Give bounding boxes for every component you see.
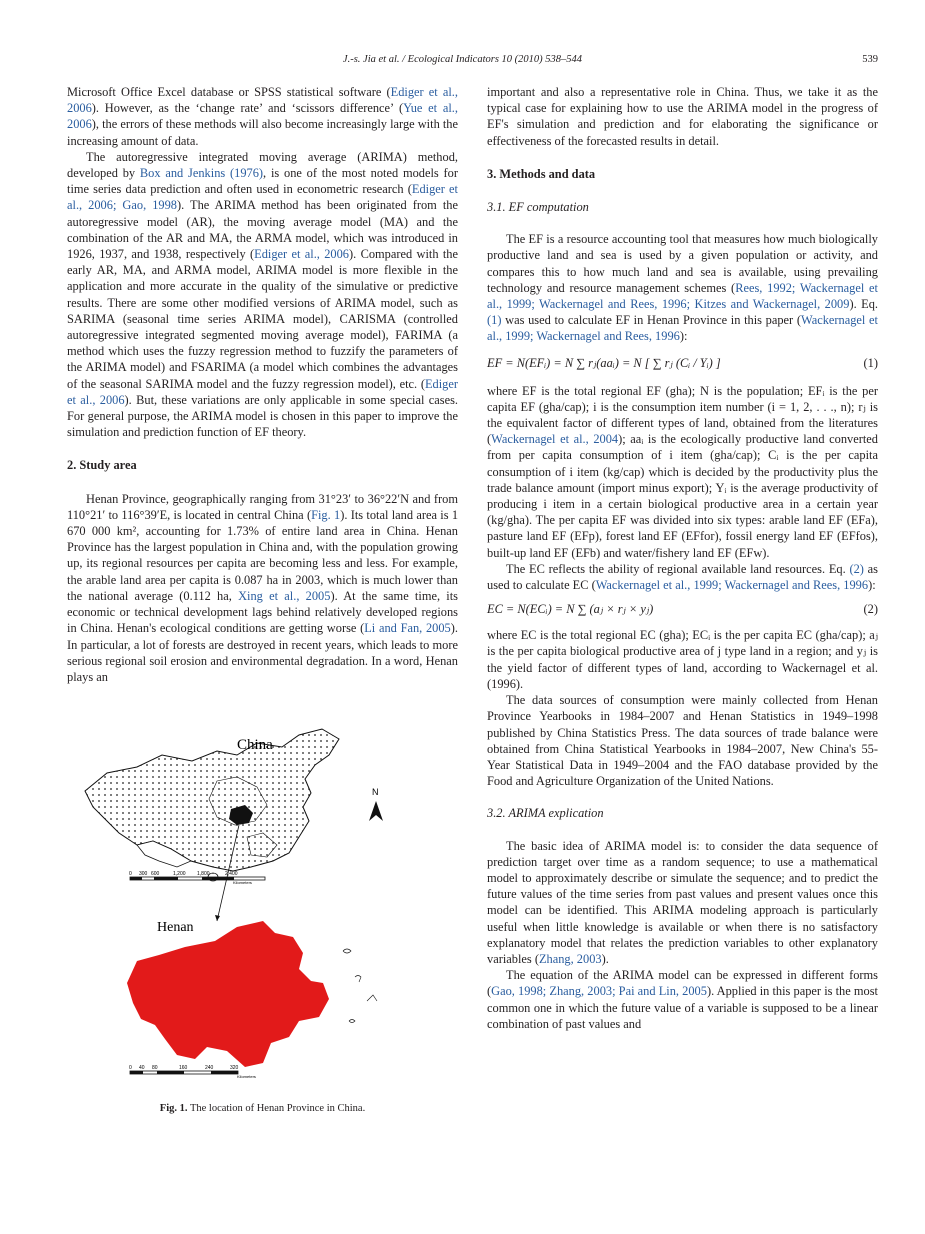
- subsection-heading: 3.1. EF computation: [487, 200, 589, 215]
- scale-tick: 300: [139, 871, 148, 878]
- scale-tick: 240: [205, 1065, 214, 1072]
- scale-tick: 1,800: [197, 871, 210, 878]
- paragraph: The EC reflects the ability of regional available land resources. Eq. (2) as used to calculate EC (Wackernagel et al., 1999; Wackernagel and Rees, 1996):: [487, 561, 879, 593]
- north-arrow-icon: [369, 787, 383, 821]
- citation-link[interactable]: Yue et al., 2006: [67, 101, 458, 132]
- henan-label: Henan: [157, 920, 194, 936]
- citation-link[interactable]: Xing et al., 2005: [238, 588, 331, 603]
- scale-tick: 40: [139, 1065, 145, 1072]
- scale-bar-henan: [129, 1065, 256, 1079]
- equation-body: EF = N(EFᵢ) = N ∑ rⱼ(aaᵢ) = N [ ∑ rⱼ (Cᵢ / Yᵢ) ]: [487, 355, 721, 370]
- citation-link[interactable]: Wackernagel et al., 1999; Wackernagel and Rees, 1996: [487, 313, 878, 344]
- citation-link[interactable]: Wackernagel et al., 2004: [491, 432, 619, 447]
- page-number: 539: [862, 54, 878, 65]
- citation-link[interactable]: Rees, 1992; Wackernagel et al., 1999; Wackernagel and Rees, 1996; Kitzes and Wackernagel, 2009: [487, 280, 878, 312]
- equation-body: EC = N(ECᵢ) = N ∑ (aⱼ × rⱼ × yⱼ): [487, 602, 654, 617]
- paragraph: where EC is the total regional EC (gha); ECᵢ is the per capita EC (gha/cap); aⱼ is the per capita biological productive area of j type land in a region; and yⱼ is the yield factor of different types of land, according to Wackernagel et al. (1996).: [487, 628, 878, 691]
- section-heading: 3. Methods and data: [487, 166, 596, 181]
- paragraph: Henan Province, geographically ranging from 31°23′ to 36°22′N and from 110°21′ to 116°39′E, is located in central China (Fig. 1). Its total land area is 1 670 000 km², accounting for 1.73% of entire land area in China. Henan Province has the largest population in China and, with the population growing up, its regional resources per capita are becoming less and less. For example, the arable land area per capita is 0.087 ha in 2003, which is much lower than the national average (0.112 ha, Xing et al., 2005). At the same time, its economic or technical development lags behind relatively developed regions in China. Henan's ecological conditions are getting worse (Li and Fan, 2005). In particular, a lot of forests are destroyed in recent years, which leads to more serious regional soil erosion and environmental degradation. In a word, Henan plays an: [67, 491, 459, 684]
- paragraph: where EF is the total regional EF (gha); N is the population; EFᵢ is the per capita EF (gha/cap); i is the consumption item number (i = 1, 2, . . ., n); rⱼ is the equivalent factor of different types of land, obtained from the literatures (Wackernagel et al., 2004); aaᵢ is the ecologically productive land converted from per capita consumption of i item (gha/cap); Cᵢ is the per capita consumption of i item (kg/cap) which is decided by the productivity plus the trade balance amount (import minus export); Yᵢ is the average productivity of producing i item in a certain biological productive area in a certain year (kg/gha). The per capita EF was divided into six types: arable land EF (EFa), pasture land EF (EFp), forest land EF (EFfor), fossil energy land EF (EFfos), built-up land EF (EFb) and water/fishery land EF (EFw).: [487, 383, 878, 560]
- paragraph: The basic idea of ARIMA model is: to consider the data sequence of prediction target over time as a random sequence; to use a mathematical model to approximately describe or simulate the sequence; and to predict the future values of the time series from past values and present values once this model can be identified. This ARIMA modeling approach is particularly useful when little knowledge is available or when there is no satisfactory explanatory model that relates the prediction variables to other explanatory variables (Zhang, 2003).: [487, 838, 878, 966]
- paragraph: The equation of the ARIMA model can be expressed in different forms (Gao, 1998; Zhang, 2003; Pai and Lin, 2005). Applied in this paper is the most common one in which the future value of a variable is supposed to be a linear combination of past values and: [487, 968, 878, 1031]
- henan-map-figure: [67, 721, 458, 1093]
- scale-tick: 600: [151, 871, 160, 878]
- scale-tick: 0: [129, 1065, 132, 1072]
- north-label: N: [372, 787, 379, 798]
- paragraph: important and also a representative role in China. Thus, we take it as the typical case for explaining how to use the ARIMA model in the progress of EF's simulation and prediction and for elaborating the significance or effectiveness of the forecasted results in detail.: [487, 85, 878, 148]
- equation-number: (2): [863, 602, 878, 617]
- citation-link[interactable]: Ediger et al., 2006; Gao, 1998: [67, 182, 458, 213]
- china-map-shape: [85, 729, 339, 871]
- citation-link[interactable]: Ediger et al., 2006: [67, 85, 458, 116]
- scale-tick: 160: [179, 1065, 188, 1072]
- left-column: [67, 84, 459, 1115]
- citation-link[interactable]: Li and Fan, 2005: [364, 621, 451, 636]
- scale-tick: 1,200: [173, 871, 186, 878]
- figure-link[interactable]: Fig. 1: [311, 507, 341, 522]
- citation-link[interactable]: Ediger et al., 2006: [254, 247, 350, 262]
- section-heading: 2. Study area: [67, 458, 137, 473]
- equation-1: [487, 347, 878, 379]
- scale-tick: 0: [129, 871, 132, 878]
- equation-link[interactable]: (1): [487, 313, 502, 328]
- right-column: [487, 84, 878, 1032]
- citation-link[interactable]: Ediger et al., 2006: [67, 376, 458, 407]
- subsection-heading: 3.2. ARIMA explication: [487, 806, 604, 821]
- scale-tick: 80: [152, 1065, 158, 1072]
- figure-1: [67, 721, 458, 1115]
- china-label: China: [237, 737, 273, 754]
- paragraph: The autoregressive integrated moving average (ARIMA) method, developed by Box and Jenkins (1976), is one of the most noted models for time series data prediction and often used in econometric research (Ediger et al., 2006; Gao, 1998). The ARIMA method has been originated from the autoregressive model (AR), the moving average model (MA) and the combination of the AR and MA, the ARMA model, which was introduced in 1926, 1937, and 1938, respectively (Ediger et al., 2006). Compared with the early AR, MA, and ARMA model, ARIMA model is more flexible in the application and more accurate in the quality of the simulative or predictive results. There are some other modified versions of ARIMA model, such as SARIMA (seasonal time series ARIMA model), CARISMA (controlled autoregressive integrated segmented moving average model), FARIMA (a method which uses the fuzzy regression method to fuzzify the parameters of the ARIMA model) and FSARIMA (a model which combines the advantages of the seasonal SARIMA model and the fuzzy regression model), etc. (Ediger et al., 2006). But, these variations are only applicable in some special cases. For general purpose, the ARIMA model is chosen in this paper to improve the simulation and prediction function of EF theory.: [67, 149, 458, 440]
- equation-number: (1): [863, 355, 878, 370]
- figure-caption: Fig. 1. The location of Henan Province in China.: [159, 1103, 366, 1115]
- henan-province-shape: [127, 921, 329, 1067]
- citation-link[interactable]: Box and Jenkins (1976): [139, 166, 264, 181]
- scale-unit: Kilometers: [237, 1074, 256, 1080]
- equation-link[interactable]: (2): [849, 561, 864, 576]
- scale-tick: 2,400: [225, 871, 238, 878]
- scale-tick: 320: [230, 1065, 239, 1072]
- scale-unit: Kilometers: [233, 880, 252, 886]
- paragraph: The data sources of consumption were mainly collected from Henan Province Yearbooks in 1984–2007 and Henan Statistics in 1949–1998 published by China Statistics Press. The data sources of trade balance were obtained from China Statistical Yearbooks in 1984–2007, New China's 55-Year Statistical Data in 1949–2004 and the FAO database provided by the Food and Agriculture Organization of the United Nations.: [487, 693, 878, 789]
- paragraph: The EF is a resource accounting tool that measures how much biologically productive land and sea is used by a given population or activity, and compares this to how much land and sea is available, using prevailing technology and resource management schemes (Rees, 1992; Wackernagel et al., 1999; Wackernagel and Rees, 1996; Kitzes and Wackernagel, 2009). Eq. (1) was used to calculate EF in Henan Province in this paper (Wackernagel et al., 1999; Wackernagel and Rees, 1996):: [487, 232, 878, 344]
- citation-link[interactable]: Wackernagel et al., 1999; Wackernagel and Rees, 1996: [595, 578, 869, 593]
- equation-2: [487, 593, 878, 625]
- citation-link[interactable]: Zhang, 2003: [538, 951, 602, 966]
- running-title: J.-s. Jia et al. / Ecological Indicators 10 (2010) 538–544: [342, 54, 583, 65]
- scale-bar-china: [129, 871, 265, 885]
- citation-link[interactable]: Gao, 1998; Zhang, 2003; Pai and Lin, 2005: [491, 984, 707, 999]
- paragraph: Microsoft Office Excel database or SPSS statistical software (Ediger et al., 2006). However, as the ‘change rate’ and ‘scissors difference’ (Yue et al., 2006), the errors of these methods will also become increasingly large with the increasing amount of data.: [67, 85, 459, 148]
